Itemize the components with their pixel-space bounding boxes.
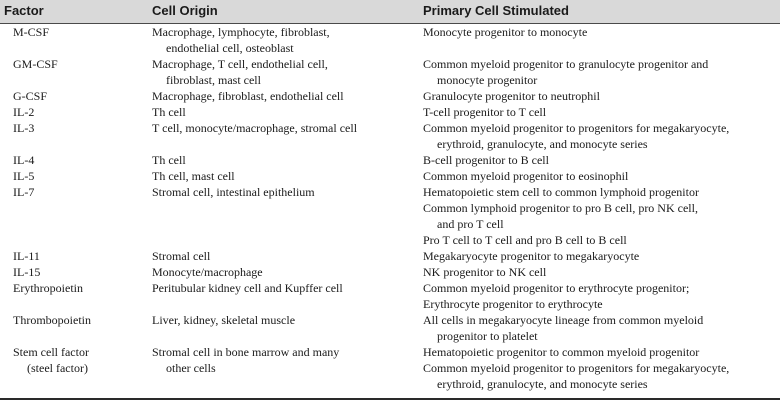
factor-text: IL-11	[13, 249, 40, 263]
cell-origin-cell	[152, 104, 414, 120]
header-factor: Factor	[4, 3, 44, 18]
primary-cell-stimulated-text: Common myeloid progenitor to erythrocyte progenitor;	[423, 281, 690, 295]
primary-cell-stimulated-cell	[423, 56, 775, 88]
header-cell-origin: Cell Origin	[152, 3, 218, 18]
cell-origin-text: other cells	[166, 361, 216, 375]
cell-origin-text: Th cell	[152, 105, 186, 119]
primary-cell-stimulated-text: B-cell progenitor to B cell	[423, 153, 549, 167]
primary-cell-stimulated-cell	[423, 248, 775, 264]
cell-origin-text: Th cell	[152, 153, 186, 167]
factor-cell	[13, 56, 143, 72]
factor-text: IL-7	[13, 185, 35, 199]
primary-cell-stimulated-cell	[423, 264, 775, 280]
primary-cell-stimulated-text: Common myeloid progenitor to granulocyte progenitor and	[423, 57, 709, 71]
table-row	[0, 104, 780, 120]
factor-text: IL-2	[13, 105, 35, 119]
table-bottom-rule	[0, 398, 780, 400]
primary-cell-stimulated-cell	[423, 168, 775, 184]
cell-origin-cell	[152, 344, 414, 376]
cell-origin-cell	[152, 88, 414, 104]
table-header	[0, 0, 780, 24]
cell-origin-text: Th cell, mast cell	[152, 169, 235, 183]
table-row	[0, 248, 780, 264]
factor-text: Erythropoietin	[13, 281, 83, 295]
table-body	[0, 24, 780, 392]
cell-origin-text: Stromal cell in bone marrow and many	[152, 345, 340, 359]
cell-origin-cell	[152, 184, 414, 200]
table-row	[0, 168, 780, 184]
primary-cell-stimulated-text: and pro T cell	[437, 217, 504, 231]
cell-origin-text: Stromal cell, intestinal epithelium	[152, 185, 315, 199]
table-row	[0, 152, 780, 168]
primary-cell-stimulated-cell	[423, 184, 775, 248]
primary-cell-stimulated-cell	[423, 24, 775, 40]
primary-cell-stimulated-text: erythroid, granulocyte, and monocyte series	[437, 377, 648, 391]
cell-origin-cell	[152, 280, 414, 296]
primary-cell-stimulated-text: erythroid, granulocyte, and monocyte series	[437, 137, 648, 151]
cell-origin-text: T cell, monocyte/macrophage, stromal cell	[152, 121, 358, 135]
factor-cell	[13, 344, 143, 376]
primary-cell-stimulated-cell	[423, 88, 775, 104]
cell-origin-cell	[152, 152, 414, 168]
cell-origin-text: Monocyte/macrophage	[152, 265, 263, 279]
cell-origin-cell	[152, 312, 414, 328]
primary-cell-stimulated-cell	[423, 344, 775, 392]
factor-text: M-CSF	[13, 25, 50, 39]
factor-cell	[13, 24, 143, 40]
table-row	[0, 120, 780, 152]
factor-cell	[13, 120, 143, 136]
primary-cell-stimulated-text: All cells in megakaryocyte lineage from common myeloid	[423, 313, 704, 327]
cell-origin-text: Liver, kidney, skeletal muscle	[152, 313, 296, 327]
factor-text: IL-5	[13, 169, 35, 183]
table-row	[0, 264, 780, 280]
primary-cell-stimulated-text: Megakaryocyte progenitor to megakaryocyte	[423, 249, 640, 263]
cell-origin-cell	[152, 24, 414, 56]
factor-cell	[13, 168, 143, 184]
header-primary-cell-stimulated: Primary Cell Stimulated	[423, 3, 569, 18]
primary-cell-stimulated-text: Erythrocyte progenitor to erythrocyte	[423, 297, 603, 311]
factor-cell	[13, 184, 143, 200]
table-row	[0, 344, 780, 392]
primary-cell-stimulated-cell	[423, 104, 775, 120]
primary-cell-stimulated-text: progenitor to platelet	[437, 329, 538, 343]
primary-cell-stimulated-text: Pro T cell to T cell and pro B cell to B cell	[423, 233, 627, 247]
cell-origin-text: Stromal cell	[152, 249, 211, 263]
primary-cell-stimulated-text: Monocyte progenitor to monocyte	[423, 25, 588, 39]
primary-cell-stimulated-text: NK progenitor to NK cell	[423, 265, 547, 279]
primary-cell-stimulated-text: Common myeloid progenitor to progenitors for megakaryocyte,	[423, 121, 730, 135]
factor-cell	[13, 312, 143, 328]
factor-text: Stem cell factor	[13, 345, 89, 359]
cell-origin-text: Macrophage, T cell, endothelial cell,	[152, 57, 328, 71]
cell-origin-cell	[152, 264, 414, 280]
cell-origin-text: endothelial cell, osteoblast	[166, 41, 294, 55]
primary-cell-stimulated-text: Hematopoietic progenitor to common myeloid progenitor	[423, 345, 700, 359]
table-row	[0, 88, 780, 104]
cell-origin-text: Macrophage, fibroblast, endothelial cell	[152, 89, 344, 103]
cell-origin-text: fibroblast, mast cell	[166, 73, 261, 87]
cell-origin-cell	[152, 120, 414, 136]
primary-cell-stimulated-cell	[423, 152, 775, 168]
primary-cell-stimulated-cell	[423, 312, 775, 344]
primary-cell-stimulated-text: Common myeloid progenitor to progenitors for megakaryocyte,	[423, 361, 730, 375]
factor-cell	[13, 104, 143, 120]
cell-origin-cell	[152, 56, 414, 88]
primary-cell-stimulated-text: Granulocyte progenitor to neutrophil	[423, 89, 600, 103]
factor-text: IL-15	[13, 265, 41, 279]
primary-cell-stimulated-text: Common myeloid progenitor to eosinophil	[423, 169, 629, 183]
table-row	[0, 56, 780, 88]
factor-text: GM-CSF	[13, 57, 58, 71]
cell-origin-cell	[152, 168, 414, 184]
primary-cell-stimulated-text: Common lymphoid progenitor to pro B cell, pro NK cell,	[423, 201, 698, 215]
factor-text: IL-3	[13, 121, 35, 135]
primary-cell-stimulated-text: Hematopoietic stem cell to common lymphoid progenitor	[423, 185, 699, 199]
cell-origin-text: Macrophage, lymphocyte, fibroblast,	[152, 25, 330, 39]
table-row	[0, 280, 780, 312]
factor-text: Thrombopoietin	[13, 313, 91, 327]
primary-cell-stimulated-text: monocyte progenitor	[437, 73, 538, 87]
primary-cell-stimulated-text: T-cell progenitor to T cell	[423, 105, 547, 119]
table-row	[0, 24, 780, 56]
factor-text: (steel factor)	[27, 361, 88, 375]
factor-cell	[13, 88, 143, 104]
factor-cell	[13, 264, 143, 280]
factor-cell	[13, 280, 143, 296]
primary-cell-stimulated-cell	[423, 280, 775, 312]
factor-text: G-CSF	[13, 89, 48, 103]
table-row	[0, 312, 780, 344]
cell-origin-cell	[152, 248, 414, 264]
primary-cell-stimulated-cell	[423, 120, 775, 152]
table-row	[0, 184, 780, 248]
factor-text: IL-4	[13, 153, 35, 167]
factor-cell	[13, 248, 143, 264]
factor-cell	[13, 152, 143, 168]
cell-origin-text: Peritubular kidney cell and Kupffer cell	[152, 281, 343, 295]
